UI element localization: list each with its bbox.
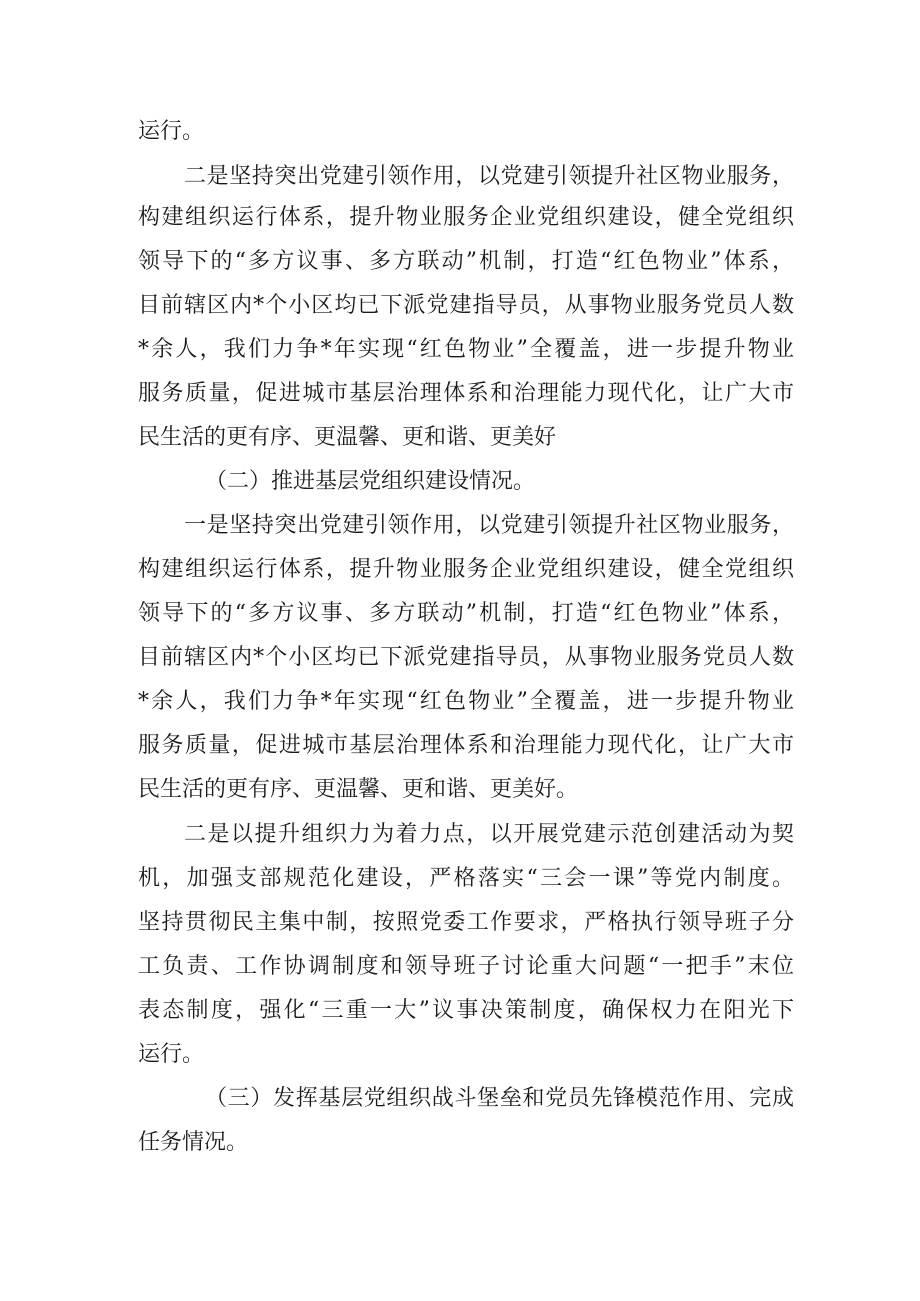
text-line: 服务质量，促进城市基层治理体系和治理能力现代化，让广大市 [138, 381, 794, 406]
text-line: 运行。 [138, 1042, 205, 1067]
text-line: 工负责、工作协调制度和领导班子讨论重大问题“一把手”末位 [138, 954, 794, 979]
section-heading: （二）推进基层党组织建设情况。 [205, 469, 536, 494]
text-line: 领导下的“多方议事、多方联动”机制，打造“红色物业”体系， [138, 601, 794, 626]
text-line: 机，加强支部规范化建设，严格落实“三会一课”等党内制度。 [138, 866, 794, 891]
text-line: 表态制度，强化“三重一大”议事决策制度，确保权力在阳光下 [138, 998, 794, 1023]
paragraph-first-line: 一是坚持突出党建引领作用，以党建引领提升社区物业服务， [184, 513, 794, 538]
text-line: 民生活的更有序、更温馨、更和谐、更美好。 [138, 777, 579, 802]
text-line: 服务质量，促进城市基层治理体系和治理能力现代化，让广大市 [138, 733, 794, 758]
paragraph-first-line: 二是以提升组织力为着力点，以开展党建示范创建活动为契 [184, 822, 794, 847]
text-line: 任务情况。 [138, 1130, 249, 1155]
text-line: 坚持贯彻民主集中制，按照党委工作要求，严格执行领导班子分 [138, 910, 794, 935]
text-line: 目前辖区内*个小区均已下派党建指导员，从事物业服务党员人数 [138, 645, 794, 670]
text-line: *余人，我们力争*年实现“红色物业”全覆盖，进一步提升物业 [138, 689, 794, 714]
text-line: 目前辖区内*个小区均已下派党建指导员，从事物业服务党员人数 [138, 293, 794, 318]
text-line: 领导下的“多方议事、多方联动”机制，打造“红色物业”体系， [138, 249, 794, 274]
paragraph-first-line: 二是坚持突出党建引领作用，以党建引领提升社区物业服务， [184, 164, 794, 189]
text-line: 运行。 [138, 119, 205, 144]
text-line: *余人，我们力争*年实现“红色物业”全覆盖，进一步提升物业 [138, 337, 794, 362]
text-line: 构建组织运行体系，提升物业服务企业党组织建设，健全党组织 [138, 205, 794, 230]
text-line: 构建组织运行体系，提升物业服务企业党组织建设，健全党组织 [138, 557, 794, 582]
section-heading: （三）发挥基层党组织战斗堡垒和党员先锋模范作用、完成 [205, 1086, 794, 1111]
text-line: 民生活的更有序、更温馨、更和谐、更美好 [138, 425, 557, 450]
